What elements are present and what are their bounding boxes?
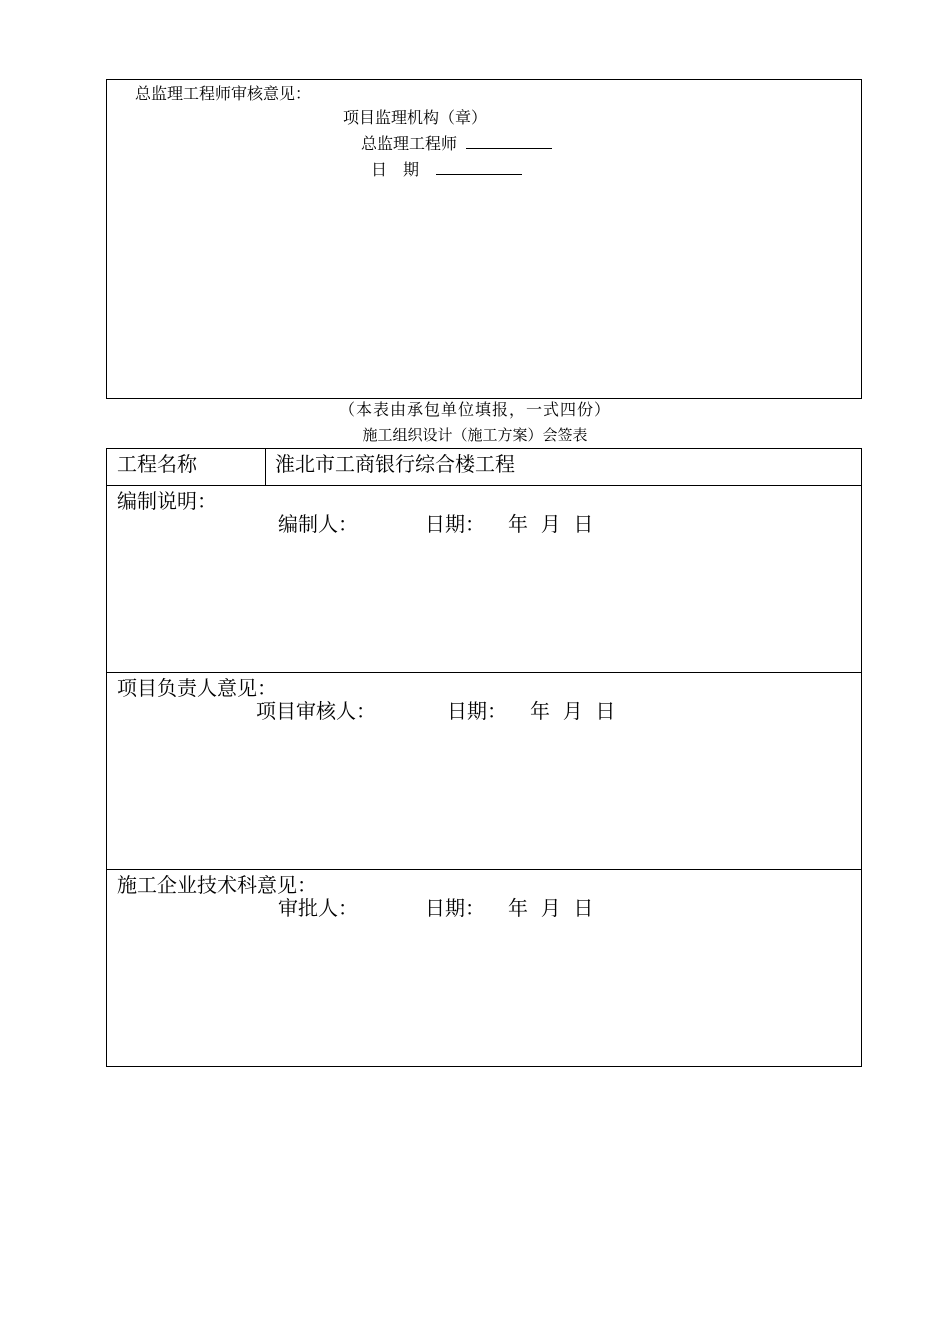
- project-name-value: 淮北市工商银行综合楼工程: [275, 452, 515, 476]
- approval-date-ymd: 年 月 日: [508, 896, 594, 920]
- form-note: （本表由承包单位填报，一式四份）: [338, 400, 611, 419]
- signoff-table: [106, 448, 862, 1067]
- section-title-tech-dept: 施工企业技术科意见：: [117, 873, 317, 897]
- compiler-label: 编制人：: [278, 512, 358, 536]
- supervisor-review-box: [106, 79, 862, 399]
- section-title-compile: 编制说明：: [117, 489, 217, 513]
- org-seal-label: 项目监理机构（章）: [343, 108, 488, 127]
- project-review-date-label: 日期：: [447, 699, 507, 723]
- form-title: 施工组织设计（施工方案）会签表: [362, 426, 588, 444]
- project-reviewer-label: 项目审核人：: [256, 699, 376, 723]
- chief-engineer-text: 总监理工程师: [361, 134, 458, 153]
- supervisor-date-label: [371, 160, 522, 178]
- approver-label: 审批人：: [278, 896, 358, 920]
- compile-date-label: 日期：: [425, 512, 485, 536]
- chief-engineer-label: [361, 134, 552, 152]
- row-divider: [107, 869, 861, 870]
- supervisor-date-text: 日 期: [371, 160, 420, 179]
- section-title-project-leader: 项目负责人意见：: [117, 676, 277, 700]
- row-divider: [107, 485, 861, 486]
- row-divider: [107, 672, 861, 673]
- chief-engineer-signature-line[interactable]: [466, 134, 552, 149]
- approval-date-label: 日期：: [425, 896, 485, 920]
- project-review-date-ymd: 年 月 日: [530, 699, 616, 723]
- project-name-label: 工程名称: [117, 452, 197, 476]
- supervisor-opinion-label: 总监理工程师审核意见：: [135, 84, 312, 103]
- supervisor-date-line[interactable]: [436, 160, 522, 175]
- project-row-divider: [265, 449, 266, 485]
- compile-date-ymd: 年 月 日: [508, 512, 594, 536]
